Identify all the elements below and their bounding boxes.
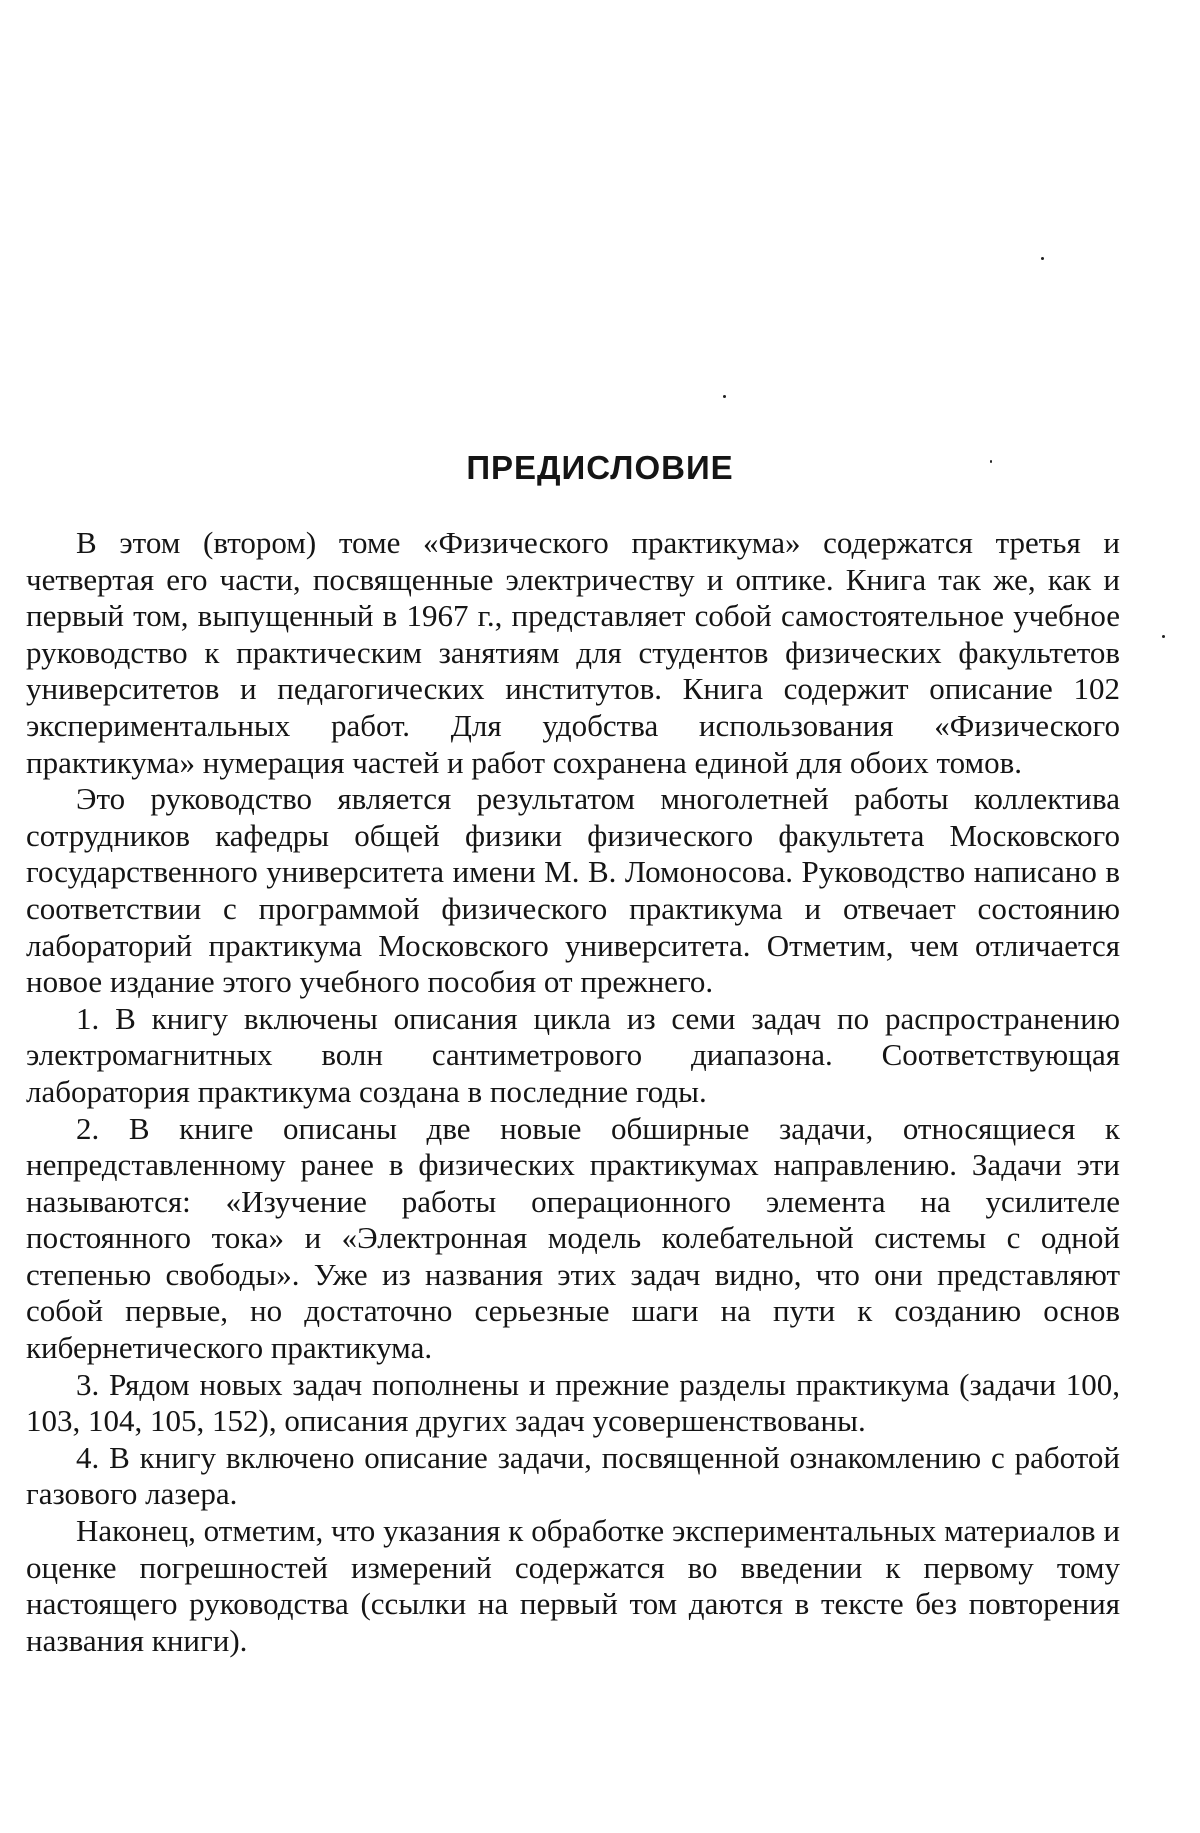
list-item-4: 4. В книгу включено описание задачи, посвященной ознакомлению с работой газового лазера. [26,1439,1120,1512]
paragraph-conclusion: Наконец, отметим, что указания к обработке экспериментальных материалов и оценке погрешностей измерений содержатся во введении к первому тому настоящего руководства (ссылки на первый том даются в тексте без повторения названия книги). [26,1513,1120,1658]
paragraph-intro: В этом (втором) томе «Физического практикума» содержатся третья и четвертая его части, посвященные электричеству и оптике. Книга так же, как и первый том, выпущенный в 1967 г., представляет собой самостоятельное учебное руководство к практическим занятиям для студентов физических факультетов университетов и педагогических институтов. Книга содержит описание 102 экспериментальных работ. Для удобства использования «Физического практикума» нумерация частей и работ сохранена единой для обоих томов. [26,525,1120,780]
page-title: ПРЕДИСЛОВИЕ [466,449,734,486]
scan-speck [1041,257,1044,260]
scan-speck [1162,635,1165,638]
scan-speck [723,395,726,398]
list-item-2: 2. В книге описаны две новые обширные задачи, относящиеся к непредставленному ранее в физических практикумах направлению. Задачи эти называются: «Изучение работы операционного элемента на усилителе постоянного тока» и «Электронная модель колебательной системы с одной степенью свободы». Уже из названия этих задач видно, что они представляют собой первые, но достаточно серьезные шаги на пути к созданию основ кибернетического практикума. [26,1110,1120,1366]
list-item-1: 1. В книгу включены описания цикла из семи задач по распространению электромагнитных волн сантиметрового диапазона. Соответствующая лаборатория практикума создана в последние годы. [26,1000,1120,1109]
list-item-3: 3. Рядом новых задач пополнены и прежние разделы практикума (задачи 100, 103, 104, 105, 152), описания других задач усовершенствованы. [26,1366,1120,1439]
body-text [26,525,1120,1659]
paragraph-authorship: Это руководство является результатом многолетней работы коллектива сотрудников кафедры общей физики физического факультета Московского государственного университета имени М. В. Ломоносова. Руководство написано в соответствии с программой физического практикума и отвечает состоянию лабораторий практикума Московского университета. Отметим, чем отличается новое издание этого учебного пособия от прежнего. [26,781,1120,1000]
